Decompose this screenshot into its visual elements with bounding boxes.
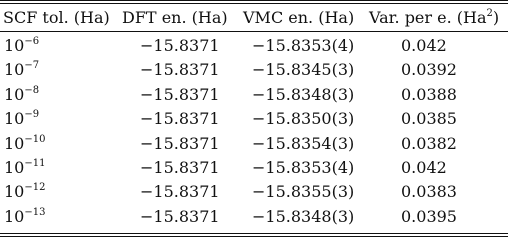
tol-base: 10 [4, 206, 25, 226]
bottom-rule [0, 233, 508, 234]
cell-vmc-energy: −15.8355(3) [252, 182, 355, 202]
tol-exponent: −12 [24, 182, 46, 194]
cell-vmc-energy: −15.8350(3) [252, 109, 355, 129]
tol-base: 10 [4, 84, 25, 104]
cell-dft-energy: −15.8371 [140, 182, 220, 202]
bottom-rule-inner [0, 236, 508, 237]
header-variance-exponent: 2 [486, 8, 493, 19]
tol-exponent: −13 [24, 206, 46, 218]
header-rule [0, 31, 508, 32]
cell-variance: 0.042 [401, 36, 447, 55]
header-variance-text: Var. per e. (Ha [369, 8, 487, 27]
cell-vmc-energy: −15.8348(3) [252, 206, 355, 226]
cell-scf-tol [4, 38, 39, 54]
cell-vmc-energy: −15.8354(3) [252, 133, 355, 153]
tol-base: 10 [4, 182, 25, 202]
cell-scf-tol [4, 184, 45, 200]
cell-variance: 0.0382 [401, 133, 457, 153]
header-scf-tol: SCF tol. (Ha) [3, 8, 110, 27]
tol-base: 10 [4, 36, 25, 55]
tol-base: 10 [4, 158, 25, 177]
header-variance [369, 10, 499, 26]
cell-variance: 0.0385 [401, 109, 457, 129]
tol-exponent: −6 [24, 36, 40, 47]
cell-dft-energy: −15.8371 [140, 206, 220, 226]
tol-exponent: −11 [24, 158, 46, 169]
cell-variance: 0.0395 [401, 206, 457, 226]
tol-exponent: −8 [24, 84, 40, 96]
tol-base: 10 [4, 133, 25, 153]
tol-base: 10 [4, 109, 25, 129]
header-vmc-energy: VMC en. (Ha) [243, 8, 355, 27]
cell-dft-energy: −15.8371 [140, 109, 220, 129]
tol-exponent: −7 [24, 60, 40, 72]
cell-vmc-energy: −15.8345(3) [252, 60, 355, 80]
cell-scf-tol [4, 84, 40, 104]
cell-scf-tol [4, 133, 46, 153]
cell-scf-tol [4, 62, 39, 78]
header-dft-energy: DFT en. (Ha) [122, 8, 228, 27]
header-variance-close: ) [492, 8, 500, 27]
top-rule [0, 0, 508, 1]
tol-exponent: −9 [24, 109, 40, 121]
top-rule-inner [0, 3, 508, 4]
cell-dft-energy: −15.8371 [140, 36, 220, 55]
tol-exponent: −10 [24, 133, 46, 145]
cell-scf-tol [4, 111, 39, 127]
cell-variance: 0.042 [401, 158, 447, 177]
cell-variance: 0.0383 [401, 182, 457, 202]
cell-variance: 0.0388 [401, 84, 457, 104]
cell-vmc-energy: −15.8353(4) [252, 158, 355, 177]
tol-base: 10 [4, 60, 25, 80]
cell-dft-energy: −15.8371 [140, 133, 220, 153]
cell-vmc-energy: −15.8353(4) [252, 36, 355, 55]
cell-dft-energy: −15.8371 [140, 84, 220, 104]
cell-dft-energy: −15.8371 [140, 158, 220, 177]
cell-dft-energy: −15.8371 [140, 60, 220, 80]
cell-vmc-energy: −15.8348(3) [252, 84, 355, 104]
cell-variance: 0.0392 [401, 60, 457, 80]
cell-scf-tol [4, 160, 45, 176]
cell-scf-tol [4, 206, 46, 226]
